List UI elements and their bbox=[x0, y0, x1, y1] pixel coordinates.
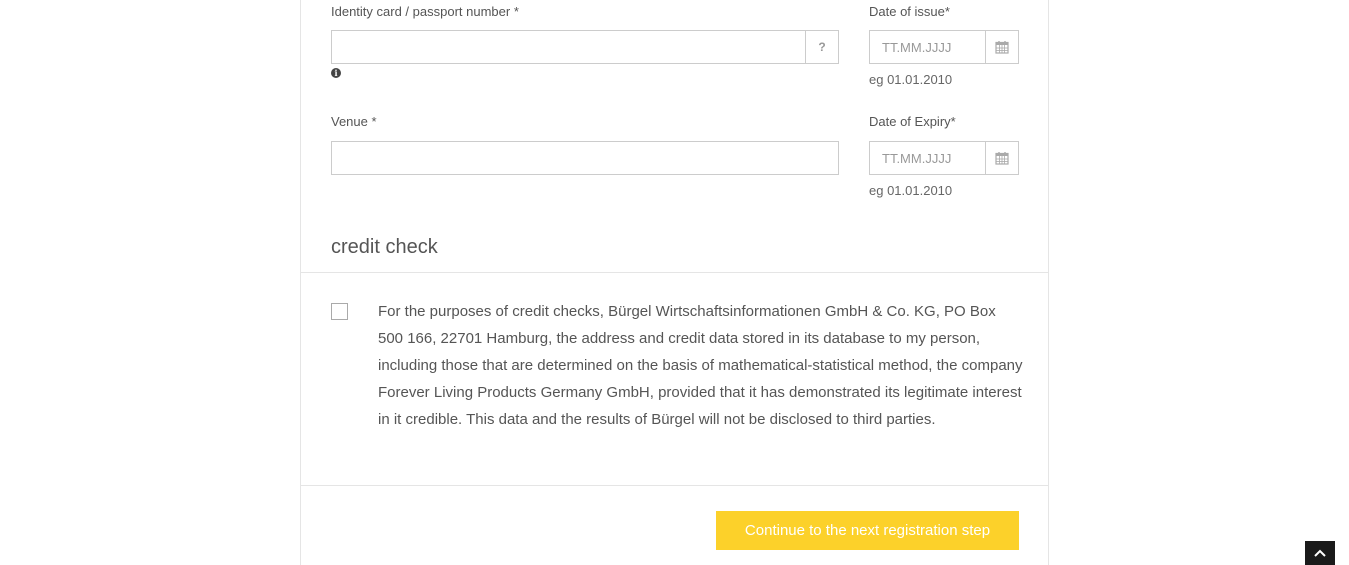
venue-field bbox=[331, 141, 839, 175]
scroll-to-top-button[interactable] bbox=[1305, 541, 1335, 565]
info-circle-icon[interactable]: i bbox=[331, 68, 341, 78]
calendar-icon[interactable] bbox=[985, 31, 1018, 63]
venue-label: Venue * bbox=[331, 114, 377, 129]
date-of-issue-label: Date of issue* bbox=[869, 4, 950, 19]
identity-number-field bbox=[331, 30, 839, 64]
credit-check-title: credit check bbox=[331, 236, 438, 258]
date-of-expiry-input[interactable] bbox=[870, 142, 985, 174]
chevron-up-icon bbox=[1314, 549, 1326, 557]
venue-input[interactable] bbox=[332, 142, 838, 174]
date-of-issue-hint: eg 01.01.2010 bbox=[869, 72, 953, 87]
date-of-expiry-field bbox=[869, 141, 1019, 175]
date-of-issue-field bbox=[869, 30, 1019, 64]
date-of-expiry-label: Date of Expiry* bbox=[869, 114, 956, 129]
section-divider bbox=[301, 272, 1048, 273]
date-of-expiry-hint: eg 01.01.2010 bbox=[869, 183, 953, 198]
identity-number-label: Identity card / passport number * bbox=[331, 4, 519, 19]
credit-check-consent-checkbox[interactable] bbox=[331, 303, 348, 320]
continue-button[interactable]: Continue to the next registration step bbox=[716, 511, 1019, 550]
calendar-icon[interactable] bbox=[985, 142, 1018, 174]
identity-number-input[interactable] bbox=[332, 31, 807, 63]
date-of-issue-input[interactable] bbox=[870, 31, 985, 63]
credit-check-consent-text: For the purposes of credit checks, Bürgel Wirtschaftsinformationen GmbH & Co. KG, PO Box 500 166, 22701 Hamburg, the address and credit data stored in its database to my person, including those that are determined on the basis of mathematical-statistical method, the company Forever Living Products Germany GmbH, provided that it has demonstrated its legitimate interest in it credible. This data and the results of Bürgel will not be disclosed to third parties. bbox=[378, 303, 1023, 428]
question-mark-icon[interactable]: ? bbox=[805, 31, 838, 63]
footer-divider bbox=[301, 485, 1048, 486]
